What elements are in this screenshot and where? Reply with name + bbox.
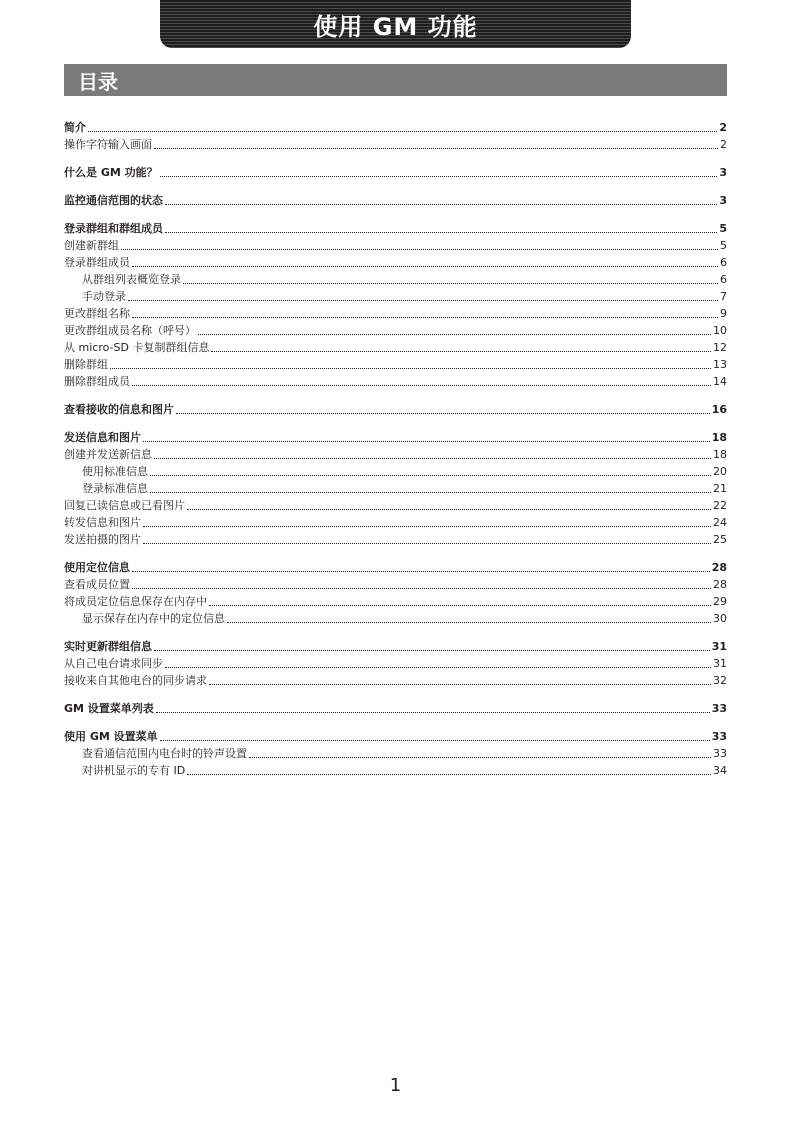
section-heading-bar — [64, 64, 727, 96]
dot-leader — [165, 231, 717, 233]
toc-entry[interactable] — [64, 119, 727, 136]
toc-entry-title: 从自己电台请求同步 — [64, 657, 163, 670]
toc-entry-title: 显示保存在内存中的定位信息 — [82, 612, 225, 625]
dot-leader — [227, 621, 711, 623]
toc-entry-title: 对讲机显示的专有 ID — [82, 764, 186, 777]
toc-entry-title: 登录标准信息 — [82, 482, 148, 495]
toc-entry[interactable] — [64, 429, 727, 446]
toc-entry-page: 9 — [720, 307, 727, 320]
title-banner — [160, 0, 631, 48]
toc-entry[interactable] — [64, 672, 727, 689]
toc-entry-title: 创建新群组 — [64, 239, 119, 252]
dot-leader — [154, 147, 718, 149]
toc-entry-title: 更改群组成员名称（呼号） — [64, 324, 196, 337]
page-title: 使用 GM 功能 — [313, 12, 478, 41]
dot-leader — [121, 248, 718, 250]
toc-entry-page: 30 — [713, 612, 727, 625]
toc-entry[interactable] — [64, 610, 727, 627]
toc-entry[interactable] — [64, 220, 727, 237]
toc-entry-title: 手动登录 — [82, 290, 126, 303]
toc-entry-title: GM 设置菜单列表 — [64, 702, 154, 715]
toc-entry-title: 监控通信范围的状态 — [64, 194, 163, 207]
toc-entry-page: 25 — [713, 533, 727, 546]
toc-entry-title: 什么是 GM 功能？ — [64, 166, 158, 179]
toc-entry[interactable] — [64, 700, 727, 717]
toc-entry[interactable] — [64, 446, 727, 463]
dot-leader — [249, 756, 711, 758]
toc-entry-page: 3 — [719, 194, 727, 207]
toc-entry-title: 查看成员位置 — [64, 578, 130, 591]
toc-entry-page: 18 — [711, 431, 727, 444]
toc-entry[interactable] — [64, 576, 727, 593]
toc-entry-page: 33 — [713, 747, 727, 760]
toc-entry[interactable] — [64, 531, 727, 548]
toc-entry-title: 接收来自其他电台的同步请求 — [64, 674, 207, 687]
dot-leader — [143, 542, 711, 544]
dot-leader — [128, 299, 718, 301]
toc-entry[interactable] — [64, 254, 727, 271]
toc-entry-title: 发送拍摄的图片 — [64, 533, 141, 546]
toc-entry-page: 31 — [713, 657, 727, 670]
toc-entry[interactable] — [64, 745, 727, 762]
dot-leader — [209, 683, 711, 685]
toc-entry[interactable] — [64, 514, 727, 531]
dot-leader — [176, 412, 710, 414]
dot-leader — [132, 570, 710, 572]
toc-entry-page: 7 — [720, 290, 727, 303]
dot-leader — [132, 587, 711, 589]
toc-entry-title: 转发信息和图片 — [64, 516, 141, 529]
dot-leader — [160, 175, 718, 177]
toc-entry-page: 5 — [720, 239, 727, 252]
dot-leader — [198, 333, 711, 335]
toc-entry-page: 34 — [713, 764, 727, 777]
toc-entry-title: 使用标准信息 — [82, 465, 148, 478]
dot-leader — [154, 649, 710, 651]
dot-leader — [209, 604, 711, 606]
dot-leader — [160, 739, 710, 741]
dot-leader — [156, 711, 710, 713]
toc-entry-page: 10 — [713, 324, 727, 337]
toc-entry[interactable] — [64, 164, 727, 181]
dot-leader — [132, 265, 718, 267]
toc-entry-title: 查看通信范围内电台时的铃声设置 — [82, 747, 247, 760]
dot-leader — [132, 384, 711, 386]
toc-entry[interactable] — [64, 271, 727, 288]
table-of-contents — [64, 119, 727, 779]
toc-entry-title: 查看接收的信息和图片 — [64, 403, 174, 416]
toc-entry-page: 5 — [719, 222, 727, 235]
toc-entry-title: 更改群组名称 — [64, 307, 130, 320]
toc-entry-page: 33 — [711, 702, 727, 715]
toc-entry-title: 删除群组成员 — [64, 375, 130, 388]
toc-entry-page: 2 — [719, 121, 727, 134]
toc-entry-page: 24 — [713, 516, 727, 529]
toc-entry-page: 21 — [713, 482, 727, 495]
dot-leader — [211, 350, 711, 352]
dot-leader — [150, 491, 711, 493]
toc-entry-page: 28 — [711, 561, 727, 574]
toc-entry-title: 简介 — [64, 121, 86, 134]
toc-entry-title: 发送信息和图片 — [64, 431, 141, 444]
toc-entry-title: 登录群组成员 — [64, 256, 130, 269]
toc-entry[interactable] — [64, 593, 727, 610]
toc-entry[interactable] — [64, 655, 727, 672]
toc-entry[interactable] — [64, 288, 727, 305]
toc-entry-page: 16 — [711, 403, 727, 416]
toc-entry[interactable] — [64, 373, 727, 390]
toc-entry-title: 删除群组 — [64, 358, 108, 371]
toc-entry-page: 6 — [720, 256, 727, 269]
toc-entry[interactable] — [64, 401, 727, 418]
toc-entry-page: 12 — [713, 341, 727, 354]
toc-entry-title: 从 micro-SD 卡复制群组信息 — [64, 341, 210, 354]
toc-entry[interactable] — [64, 192, 727, 209]
toc-entry[interactable] — [64, 728, 727, 745]
toc-entry-page: 32 — [713, 674, 727, 687]
toc-entry-title: 登录群组和群组成员 — [64, 222, 163, 235]
dot-leader — [154, 457, 711, 459]
toc-entry[interactable] — [64, 480, 727, 497]
toc-entry-title: 将成员定位信息保存在内存中 — [64, 595, 207, 608]
toc-entry-title: 使用 GM 设置菜单 — [64, 730, 158, 743]
toc-entry[interactable] — [64, 322, 727, 339]
toc-entry[interactable] — [64, 638, 727, 655]
dot-leader — [143, 525, 711, 527]
dot-leader — [88, 130, 717, 132]
toc-entry-page: 31 — [711, 640, 727, 653]
toc-entry[interactable] — [64, 762, 727, 779]
toc-entry-page: 3 — [719, 166, 727, 179]
toc-entry-title: 实时更新群组信息 — [64, 640, 152, 653]
dot-leader — [143, 440, 710, 442]
page-number: 1 — [389, 1075, 402, 1096]
toc-entry[interactable] — [64, 339, 727, 356]
dot-leader — [132, 316, 718, 318]
dot-leader — [187, 773, 711, 775]
toc-entry-title: 使用定位信息 — [64, 561, 130, 574]
toc-entry-title: 从群组列表概览登录 — [82, 273, 181, 286]
toc-entry-title: 操作字符输入画面 — [64, 138, 152, 151]
dot-leader — [110, 367, 711, 369]
toc-entry-page: 13 — [713, 358, 727, 371]
toc-entry-page: 20 — [713, 465, 727, 478]
toc-entry-page: 29 — [713, 595, 727, 608]
toc-entry-page: 2 — [720, 138, 727, 151]
toc-entry[interactable] — [64, 463, 727, 480]
toc-entry[interactable] — [64, 559, 727, 576]
toc-entry-page: 6 — [720, 273, 727, 286]
toc-entry-page: 28 — [713, 578, 727, 591]
toc-entry-title: 创建并发送新信息 — [64, 448, 152, 461]
toc-entry[interactable] — [64, 237, 727, 254]
dot-leader — [187, 508, 711, 510]
toc-entry-page: 33 — [711, 730, 727, 743]
dot-leader — [183, 282, 718, 284]
dot-leader — [165, 666, 711, 668]
toc-entry[interactable] — [64, 497, 727, 514]
toc-entry[interactable] — [64, 305, 727, 322]
toc-entry[interactable] — [64, 136, 727, 153]
toc-entry-page: 18 — [713, 448, 727, 461]
section-heading: 目录 — [78, 69, 118, 94]
dot-leader — [165, 203, 717, 205]
toc-entry[interactable] — [64, 356, 727, 373]
dot-leader — [150, 474, 711, 476]
toc-entry-page: 14 — [713, 375, 727, 388]
toc-entry-page: 22 — [713, 499, 727, 512]
toc-entry-title: 回复已读信息或已看图片 — [64, 499, 185, 512]
